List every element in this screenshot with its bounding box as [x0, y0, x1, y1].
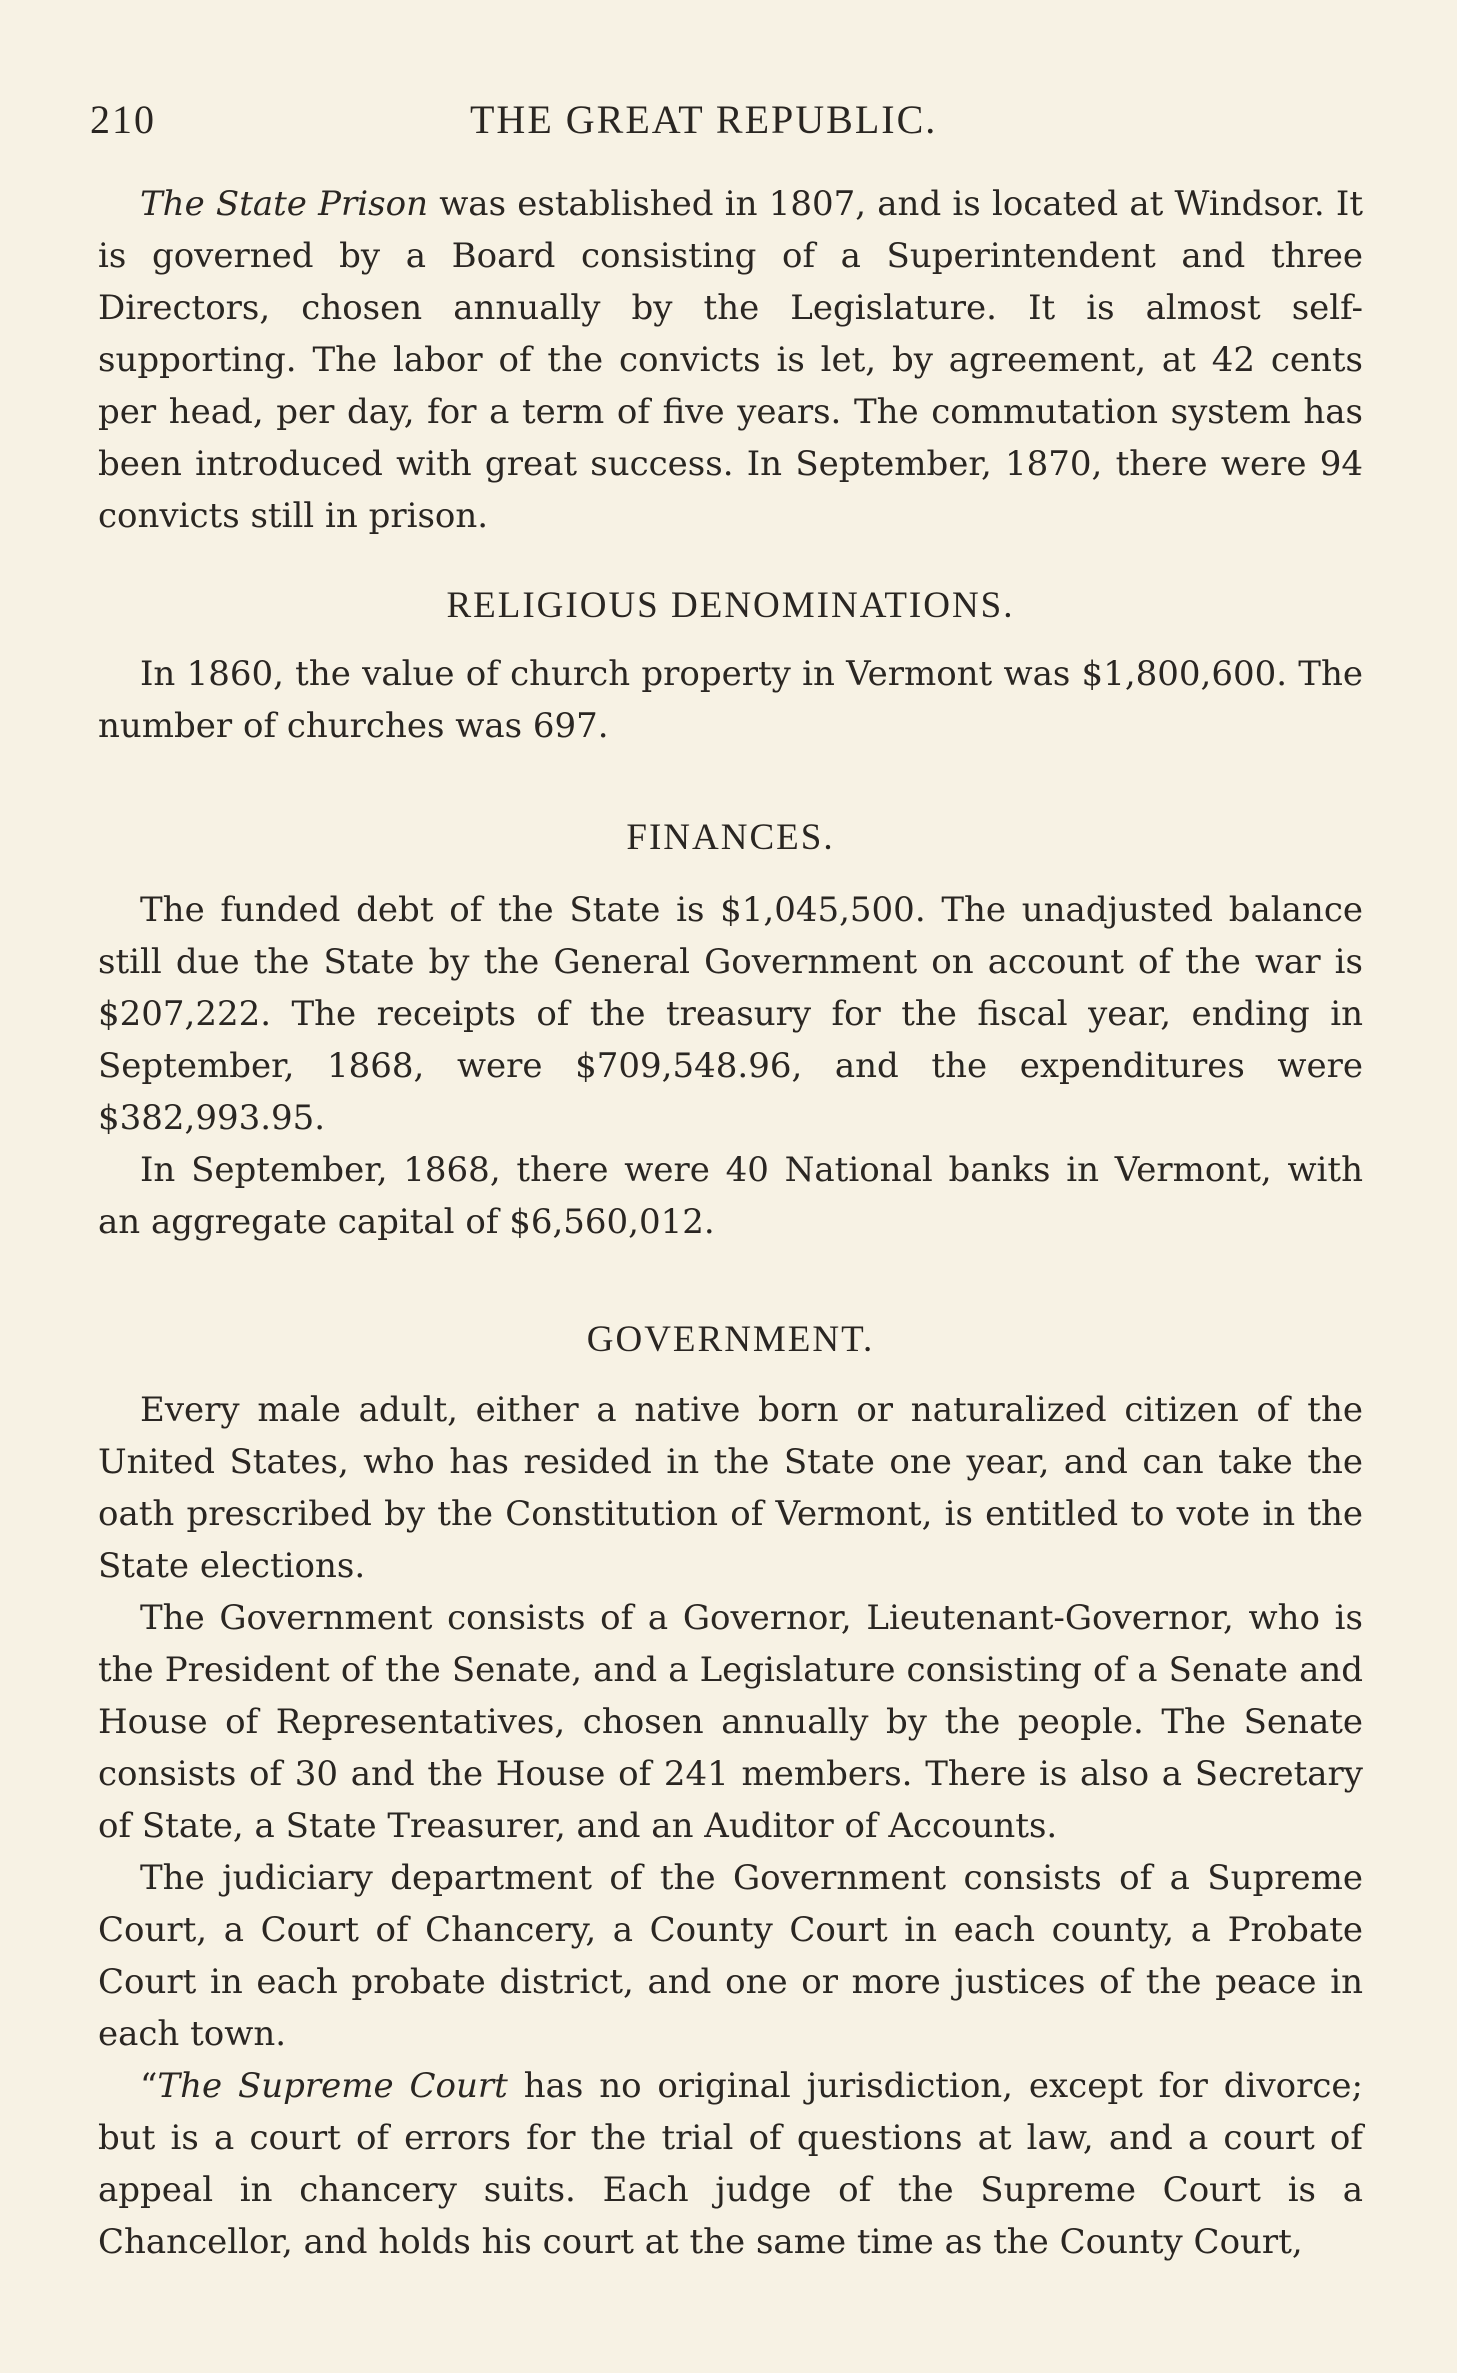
- page-number: 210: [90, 97, 156, 142]
- finances-paragraph-1: The funded debt of the State is $1,045,500. The unadjusted balance still due the State by the General Government on account of the war is $207,222. The receipts of the treasury for the fiscal year, ending in September, 1868, were $709,548.96, and the expenditures were $382,993.95.: [98, 890, 1363, 1138]
- prison-lead: The State Prison: [140, 184, 428, 224]
- government-heading: GOVERNMENT.: [586, 1319, 875, 1360]
- government-paragraph-2: The Government consists of a Governor, Lieutenant-Governor, who is the President of the Senate, and a Legislature consisting of a Senate and House of Representatives, chosen annually by the people. The Senate consists of 30 and the House of 241 members. There is also a Secretary of State, a State Treasurer, and an Auditor of Accounts.: [98, 1598, 1363, 1846]
- finances-paragraph-2: In September, 1868, there were 40 National banks in Vermont, with an aggregate capital of $6,560,012.: [98, 1150, 1363, 1242]
- body-text: [98, 178, 1363, 2268]
- government-paragraph-3: The judiciary department of the Government consists of a Supreme Court, a Court of Chancery, a County Court in each county, a Probate Court in each probate district, and one or more justices of the peace in each town.: [98, 1858, 1363, 2054]
- prison-text: was established in 1807, and is located at Windsor. It is governed by a Board consisting of a Superintendent and three Directors, chosen annually by the Legislature. It is almost self-supporting. The labor of the convicts is let, by agreement, at 42 cents per head, per day, for a term of five years. The commutation system has been introduced with great success. In September, 1870, there were 94 convicts still in prison.: [98, 184, 1364, 536]
- running-head: [90, 96, 1370, 156]
- finances-heading: FINANCES.: [626, 817, 835, 858]
- open-quote: “: [140, 2066, 158, 2106]
- religious-paragraph: In 1860, the value of church property in Vermont was $1,800,600. The number of churches was 697.: [98, 654, 1363, 746]
- government-paragraph-1: Every male adult, either a native born or naturalized citizen of the United States, who has resided in the State one year, and can take the oath prescribed by the Constitution of Vermont, is entitled to vote in the State elections.: [98, 1390, 1363, 1586]
- government-paragraph-4: [98, 2060, 1363, 2268]
- prison-paragraph: [98, 178, 1363, 542]
- religious-heading: RELIGIOUS DENOMINATIONS.: [446, 585, 1015, 626]
- running-title: THE GREAT REPUBLIC.: [470, 97, 938, 142]
- supreme-court-text: has no original jurisdiction, except for divorce; but is a court of errors for the trial of questions at law, and a court of appeal in chancery suits. Each judge of the Supreme Court is a Chancellor, and holds his court at the same time as the County Court,: [98, 2066, 1363, 2262]
- supreme-court-lead: The Supreme Court: [157, 2066, 508, 2106]
